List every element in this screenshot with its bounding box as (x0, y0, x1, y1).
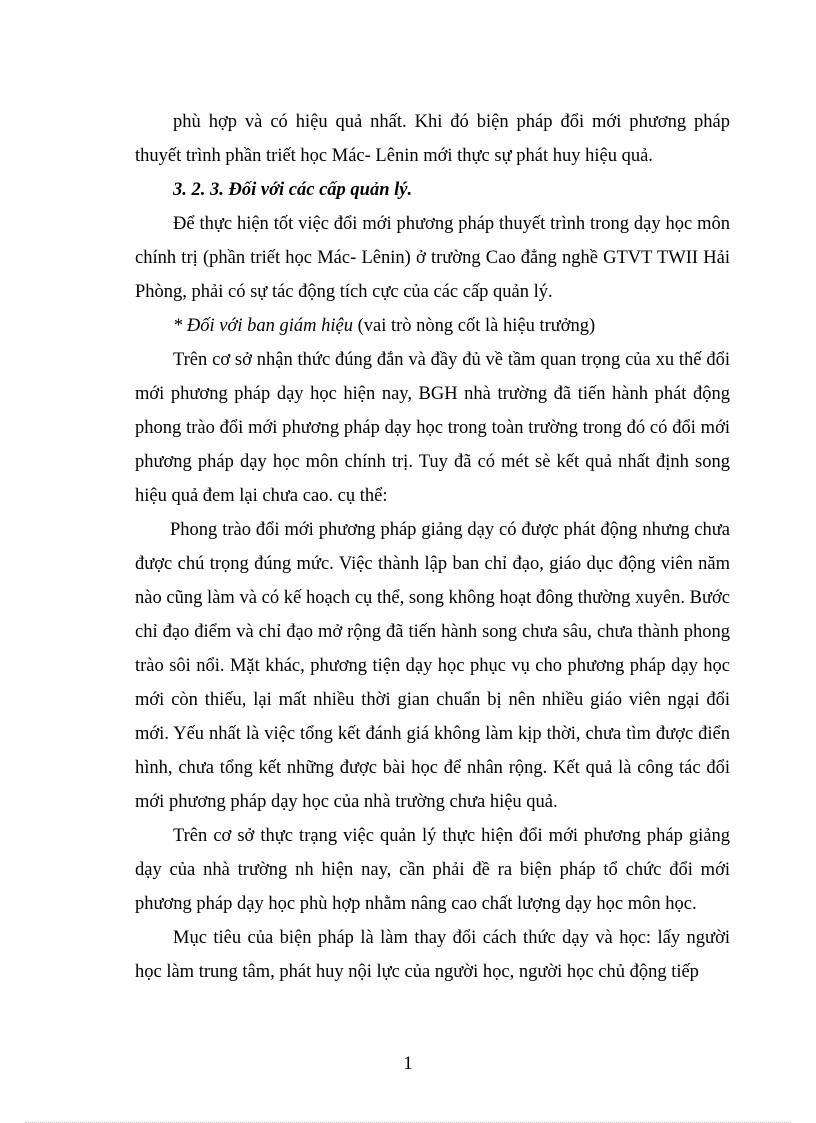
board-label: * Đối với ban giám hiệu (173, 316, 353, 336)
paragraph-awareness: Trên cơ sở nhận thức đúng đắn và đầy đủ về tầm quan trọng của xu thế đổi mới phương pháp dạy học hiện nay, BGH nhà trường đã tiến hành phát động phong trào đổi mới phương pháp dạy học trong toàn trường trong đó có đổi mới phương pháp dạy học môn chính trị. Tuy đã có mét sè kết quả nhất định song hiệu quả đem lại chưa cao. cụ thể: (135, 350, 730, 506)
paragraph-intro: phù hợp và có hiệu quả nhất. Khi đó biện pháp đổi mới phương pháp thuyết trình phần triết học Mác- Lênin mới thực sự phát huy hiệu quả. (135, 112, 730, 166)
paragraph-board-heading (135, 309, 730, 343)
paragraph-current-state: Trên cơ sở thực trạng việc quản lý thực hiện đổi mới phương pháp giảng dạy của nhà trường nh hiện nay, cần phải đề ra biện pháp tổ chức đổi mới phương pháp dạy học phù hợp nhằm nâng cao chất lượng dạy học môn học. (135, 826, 730, 914)
paragraph-management: Để thực hiện tốt việc đổi mới phương pháp thuyết trình trong dạy học môn chính trị (phần triết học Mác- Lênin) ở trường Cao đẳng nghề GTVT TWII Hải Phòng, phải có sự tác động tích cực của các cấp quản lý. (135, 214, 730, 302)
section-heading: 3. 2. 3. Đối với các cấp quản lý. (173, 180, 413, 200)
board-label-note: (vai trò nòng cốt là hiệu trưởng) (352, 316, 596, 336)
paragraph-objective: Mục tiêu của biện pháp là làm thay đổi cách thức dạy và học: lấy người học làm trung tâm, phát huy nội lực của người học, người học chủ động tiếp (135, 928, 730, 982)
document-body (135, 105, 730, 989)
paragraph-movement: Phong trào đổi mới phương pháp giảng dạy có được phát động nhưng chưa được chú trọng đúng mức. Việc thành lập ban chỉ đạo, giáo dục động viên năm nào cũng làm và có kế hoạch cụ thể, song không hoạt đông thường xuyên. Bước chỉ đạo điểm và chỉ đạo mở rộng đã tiến hành song chưa sâu, chưa thành phong trào sôi nổi. Mặt khác, phương tiện dạy học phục vụ cho phương pháp dạy học mới còn thiếu, lại mất nhiều thời gian chuẩn bị nên nhiều giáo viên ngại đổi mới. Yếu nhất là việc tổng kết đánh giá không làm kịp thời, chưa tìm được điển hình, chưa tổng kết những được bài học để nhân rộng. Kết quả là công tác đổi mới phương pháp dạy học của nhà trường chưa hiệu quả. (135, 520, 730, 812)
page-number: 1 (403, 1053, 413, 1074)
